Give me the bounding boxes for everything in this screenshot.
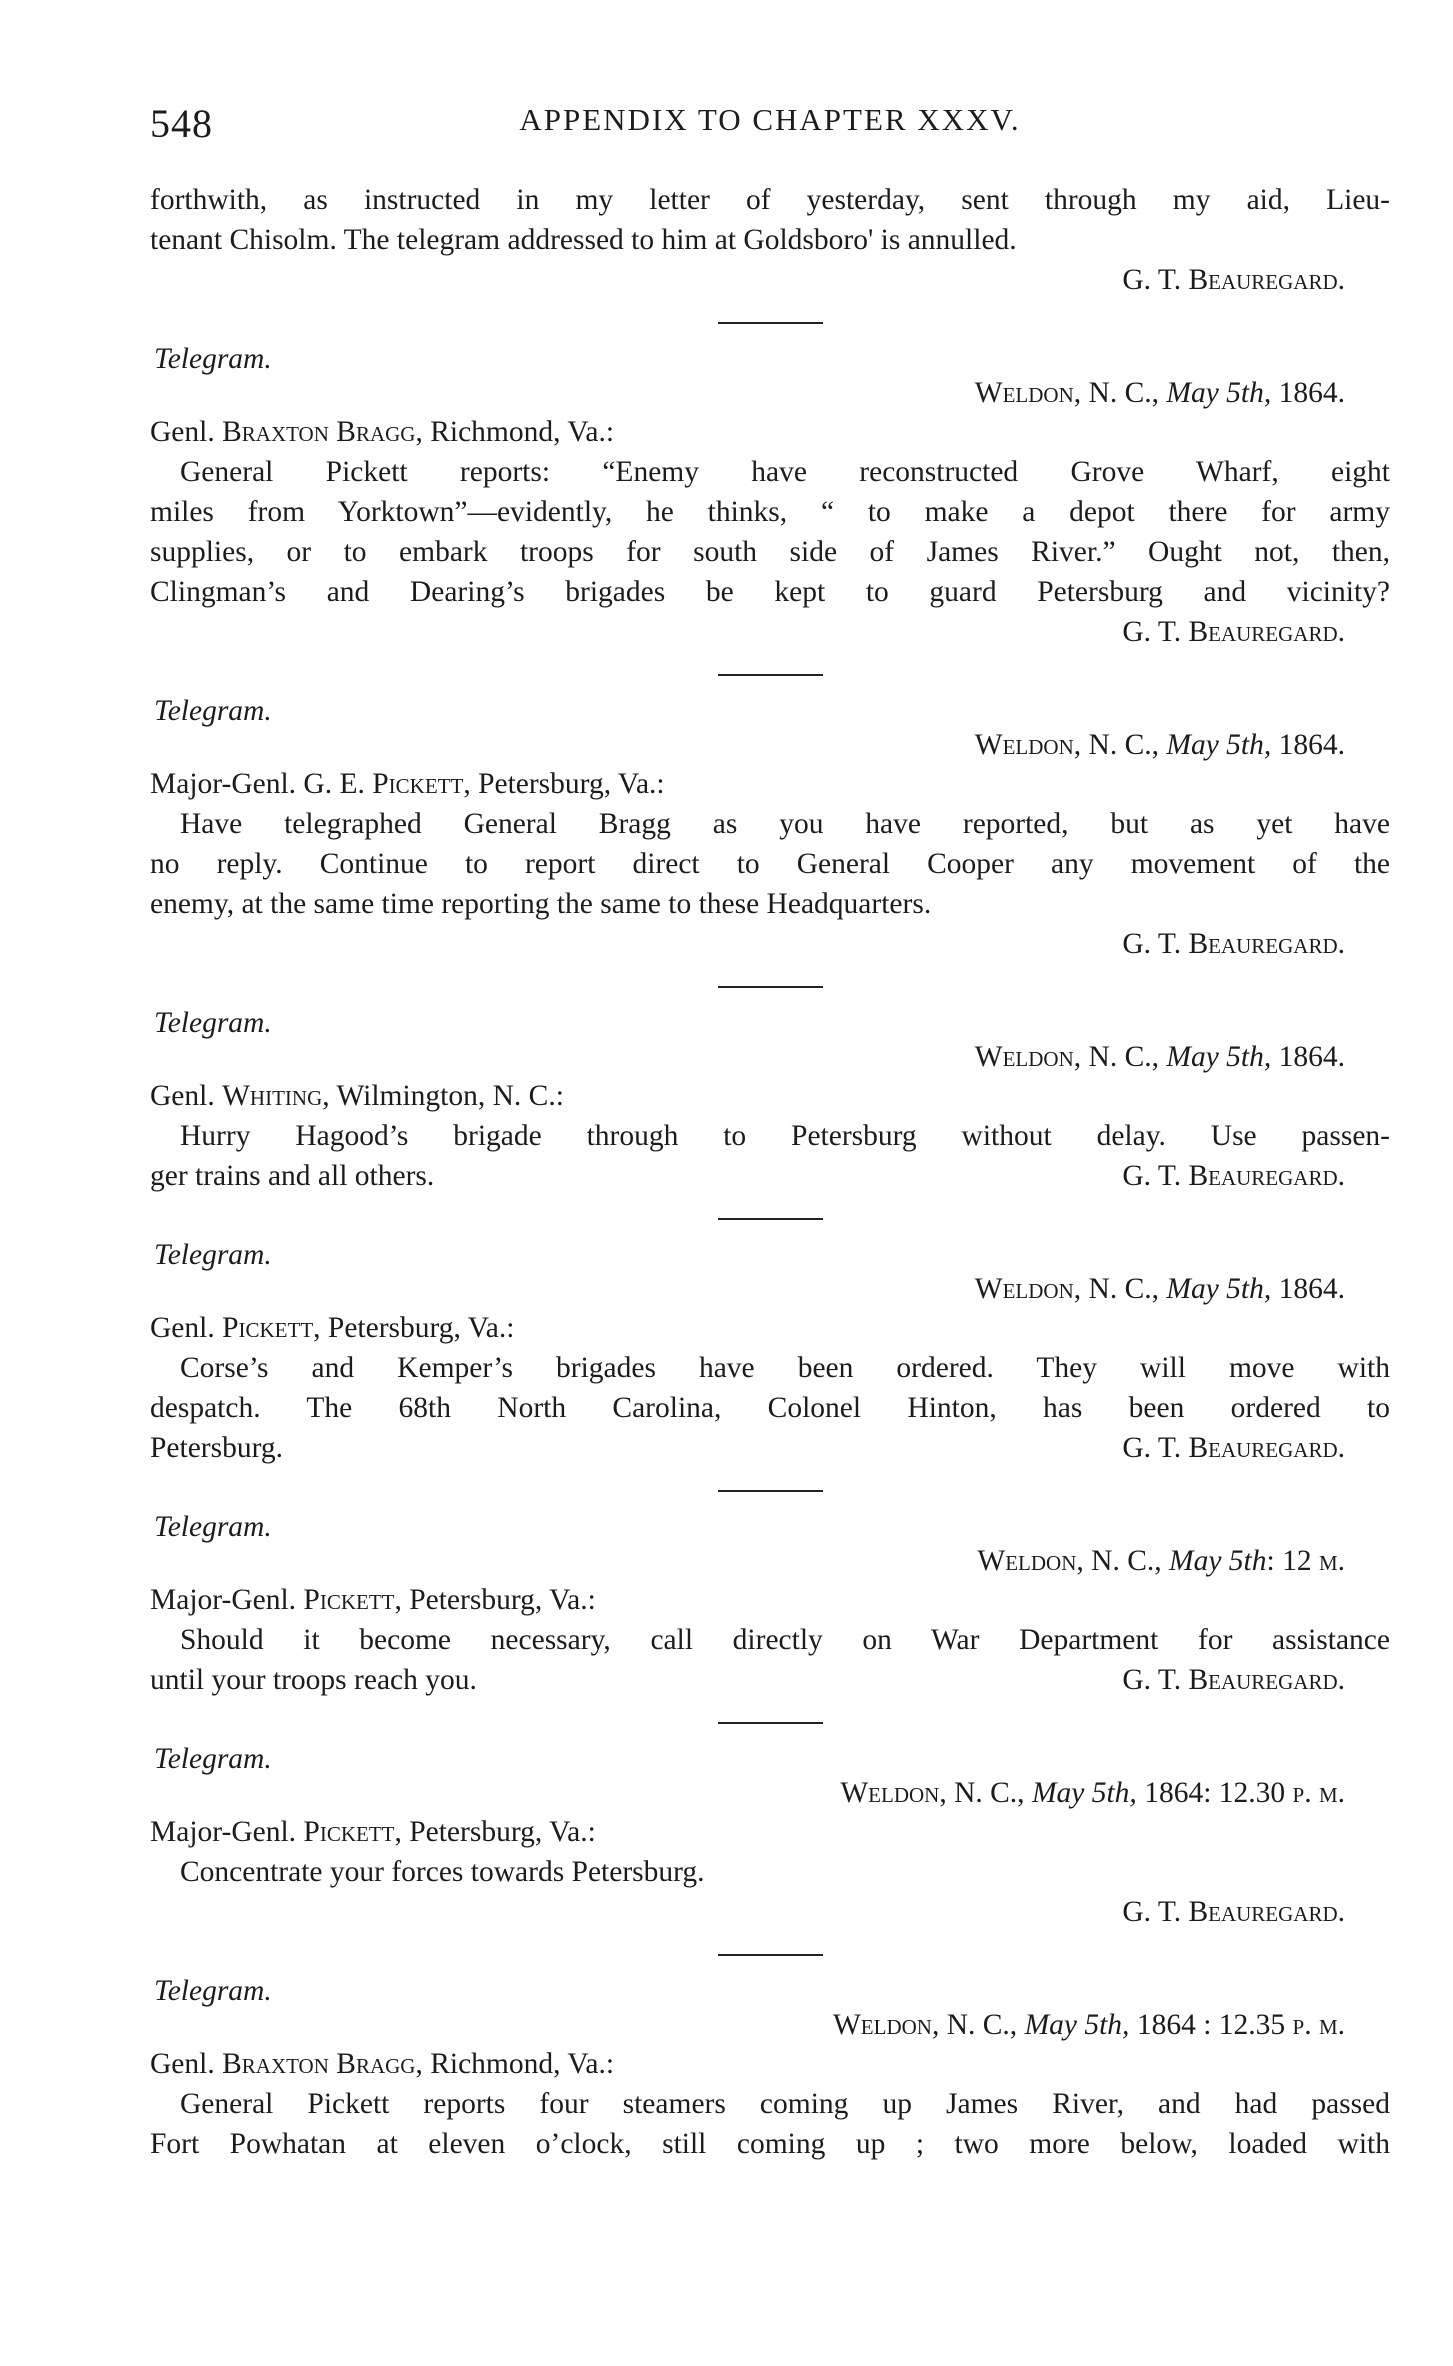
dateline-rest: 1864. (1271, 729, 1345, 761)
dateline-day: May 5th, (1166, 729, 1272, 761)
telegram-entry (150, 1240, 1390, 1468)
addressee-name: Braxton Bragg (222, 2048, 416, 2080)
dateline-place: Weldon, N. C., (974, 377, 1167, 409)
telegram-line: Hurry Hagood’s brigade through to Petersburg without delay. Use passen- (180, 1120, 1390, 1152)
telegram-line: Have telegraphed General Bragg as you have reported, but as yet have (180, 808, 1390, 840)
telegram-line: until your troops reach you. (150, 1664, 477, 1696)
dateline-day: May 5th, (1166, 1273, 1272, 1305)
telegram-line: General Pickett reports four steamers coming up James River, and had passed (180, 2088, 1390, 2120)
telegram-label: Telegram. (154, 1743, 272, 1775)
page-number: 548 (150, 101, 213, 146)
telegram-label: Telegram. (154, 1239, 272, 1271)
dateline-day: May 5th, (1166, 1041, 1272, 1073)
closing-row (150, 1156, 1390, 1196)
dateline-rest: 1864. (1271, 1273, 1345, 1305)
section-divider (718, 1490, 823, 1492)
section-divider (718, 322, 823, 324)
dateline-day: May 5th, (1166, 377, 1272, 409)
addressee-place: , Petersburg, Va.: (394, 1816, 596, 1848)
signature: G. T. Beauregard. (1122, 264, 1345, 296)
signature: G. T. Beauregard. (1122, 1160, 1345, 1192)
telegram-entry (150, 1008, 1390, 1196)
dateline (150, 1038, 1390, 1076)
page-body (150, 180, 1390, 2164)
dateline-rest: 1864. (1271, 1041, 1345, 1073)
telegram-entry (150, 1512, 1390, 1700)
dateline (150, 2006, 1390, 2044)
section-divider (718, 674, 823, 676)
telegram-line: Petersburg. (150, 1432, 284, 1464)
telegram-label: Telegram. (154, 343, 272, 375)
addressee-place: , Petersburg, Va.: (313, 1312, 515, 1344)
addressee (150, 2044, 1390, 2084)
addressee-name: Braxton Bragg (222, 416, 416, 448)
dateline-rest: 1864: 12.30 p. m. (1136, 1777, 1345, 1809)
dateline-place: Weldon, N. C., (977, 1545, 1169, 1577)
telegram-label: Telegram. (154, 1975, 272, 2007)
telegram-entry (150, 344, 1390, 652)
addressee-prefix: Genl. (150, 1312, 223, 1344)
addressee (150, 1812, 1390, 1852)
intro-line: tenant Chisolm. The telegram addressed to him at Goldsboro' is annulled. (150, 224, 1017, 256)
dateline (150, 726, 1390, 764)
addressee-name: Pickett (222, 1312, 314, 1344)
addressee-place: , Petersburg, Va.: (394, 1584, 596, 1616)
telegram-line: despatch. The 68th North Carolina, Colonel Hinton, has been ordered to (150, 1392, 1390, 1424)
dateline-day: May 5th (1169, 1545, 1267, 1577)
telegram-label: Telegram. (154, 695, 272, 727)
section-divider (718, 986, 823, 988)
addressee-place: , Petersburg, Va.: (463, 768, 665, 800)
telegram-line: miles from Yorktown”—evidently, he thinks, “ to make a depot there for army (150, 496, 1390, 528)
dateline-place: Weldon, N. C., (974, 1041, 1167, 1073)
dateline (150, 1270, 1390, 1308)
addressee-name: Pickett (303, 1816, 395, 1848)
dateline (150, 1542, 1390, 1580)
telegram-line: no reply. Continue to report direct to General Cooper any movement of the (150, 848, 1390, 880)
telegram-line: Concentrate your forces towards Petersburg. (180, 1856, 705, 1888)
signature: G. T. Beauregard. (1122, 1432, 1345, 1464)
addressee-prefix: Genl. (150, 2048, 223, 2080)
addressee-prefix: Major-Genl. (150, 1584, 304, 1616)
intro-line: forthwith, as instructed in my letter of yesterday, sent through my aid, Lieu- (150, 184, 1390, 216)
addressee-place: , Richmond, Va.: (415, 416, 615, 448)
telegram-line: Clingman’s and Dearing’s brigades be kept to guard Petersburg and vicinity? (150, 576, 1390, 608)
addressee-prefix: Genl. (150, 416, 223, 448)
addressee-prefix: Major-Genl. G. E. (150, 768, 373, 800)
telegram-line: Corse’s and Kemper’s brigades have been ordered. They will move with (180, 1352, 1390, 1384)
dateline (150, 1774, 1390, 1812)
running-title: APPENDIX TO CHAPTER XXXV. (519, 102, 1021, 137)
addressee (150, 1308, 1390, 1348)
dateline-place: Weldon, N. C., (974, 729, 1167, 761)
signature: G. T. Beauregard. (1122, 616, 1345, 648)
dateline (150, 374, 1390, 412)
telegram-entry (150, 1976, 1390, 2164)
dateline-day: May 5th, (1024, 2009, 1130, 2041)
signature: G. T. Beauregard. (1122, 928, 1345, 960)
telegram-label: Telegram. (154, 1007, 272, 1039)
addressee (150, 764, 1390, 804)
telegram-line: Should it become necessary, call directly on War Department for assistance (180, 1624, 1390, 1656)
telegram-line: Fort Powhatan at eleven o’clock, still coming up ; two more below, loaded with (150, 2128, 1390, 2160)
telegram-entry (150, 696, 1390, 964)
telegram-label: Telegram. (154, 1511, 272, 1543)
addressee-place: , Wilmington, N. C.: (322, 1080, 564, 1112)
addressee-place: , Richmond, Va.: (415, 2048, 615, 2080)
telegram-line: General Pickett reports: “Enemy have reconstructed Grove Wharf, eight (180, 456, 1390, 488)
section-divider (718, 1218, 823, 1220)
section-divider (718, 1954, 823, 1956)
dateline-day: May 5th, (1031, 1777, 1137, 1809)
telegram-line: enemy, at the same time reporting the same to these Headquarters. (150, 888, 932, 920)
dateline-place: Weldon, N. C., (974, 1273, 1167, 1305)
signature: G. T. Beauregard. (1122, 1664, 1345, 1696)
addressee-prefix: Major-Genl. (150, 1816, 304, 1848)
telegram-entry (150, 1744, 1390, 1932)
section-divider (718, 1722, 823, 1724)
intro-block (150, 180, 1390, 300)
addressee (150, 1580, 1390, 1620)
telegram-line: ger trains and all others. (150, 1160, 435, 1192)
addressee-name: Pickett (372, 768, 464, 800)
addressee (150, 412, 1390, 452)
dateline-rest: : 12 m. (1266, 1545, 1345, 1577)
closing-row (150, 1428, 1390, 1468)
dateline-place: Weldon, N. C., (832, 2009, 1025, 2041)
signature: G. T. Beauregard. (1122, 1896, 1345, 1928)
page-header (150, 100, 1390, 160)
addressee-name: Whiting (222, 1080, 323, 1112)
closing-row (150, 1660, 1390, 1700)
addressee (150, 1076, 1390, 1116)
addressee-prefix: Genl. (150, 1080, 223, 1112)
dateline-place: Weldon, N. C., (840, 1777, 1032, 1809)
telegram-line: supplies, or to embark troops for south side of James River.” Ought not, then, (150, 536, 1390, 568)
dateline-rest: 1864. (1271, 377, 1345, 409)
dateline-rest: 1864 : 12.35 p. m. (1129, 2009, 1345, 2041)
addressee-name: Pickett (303, 1584, 395, 1616)
